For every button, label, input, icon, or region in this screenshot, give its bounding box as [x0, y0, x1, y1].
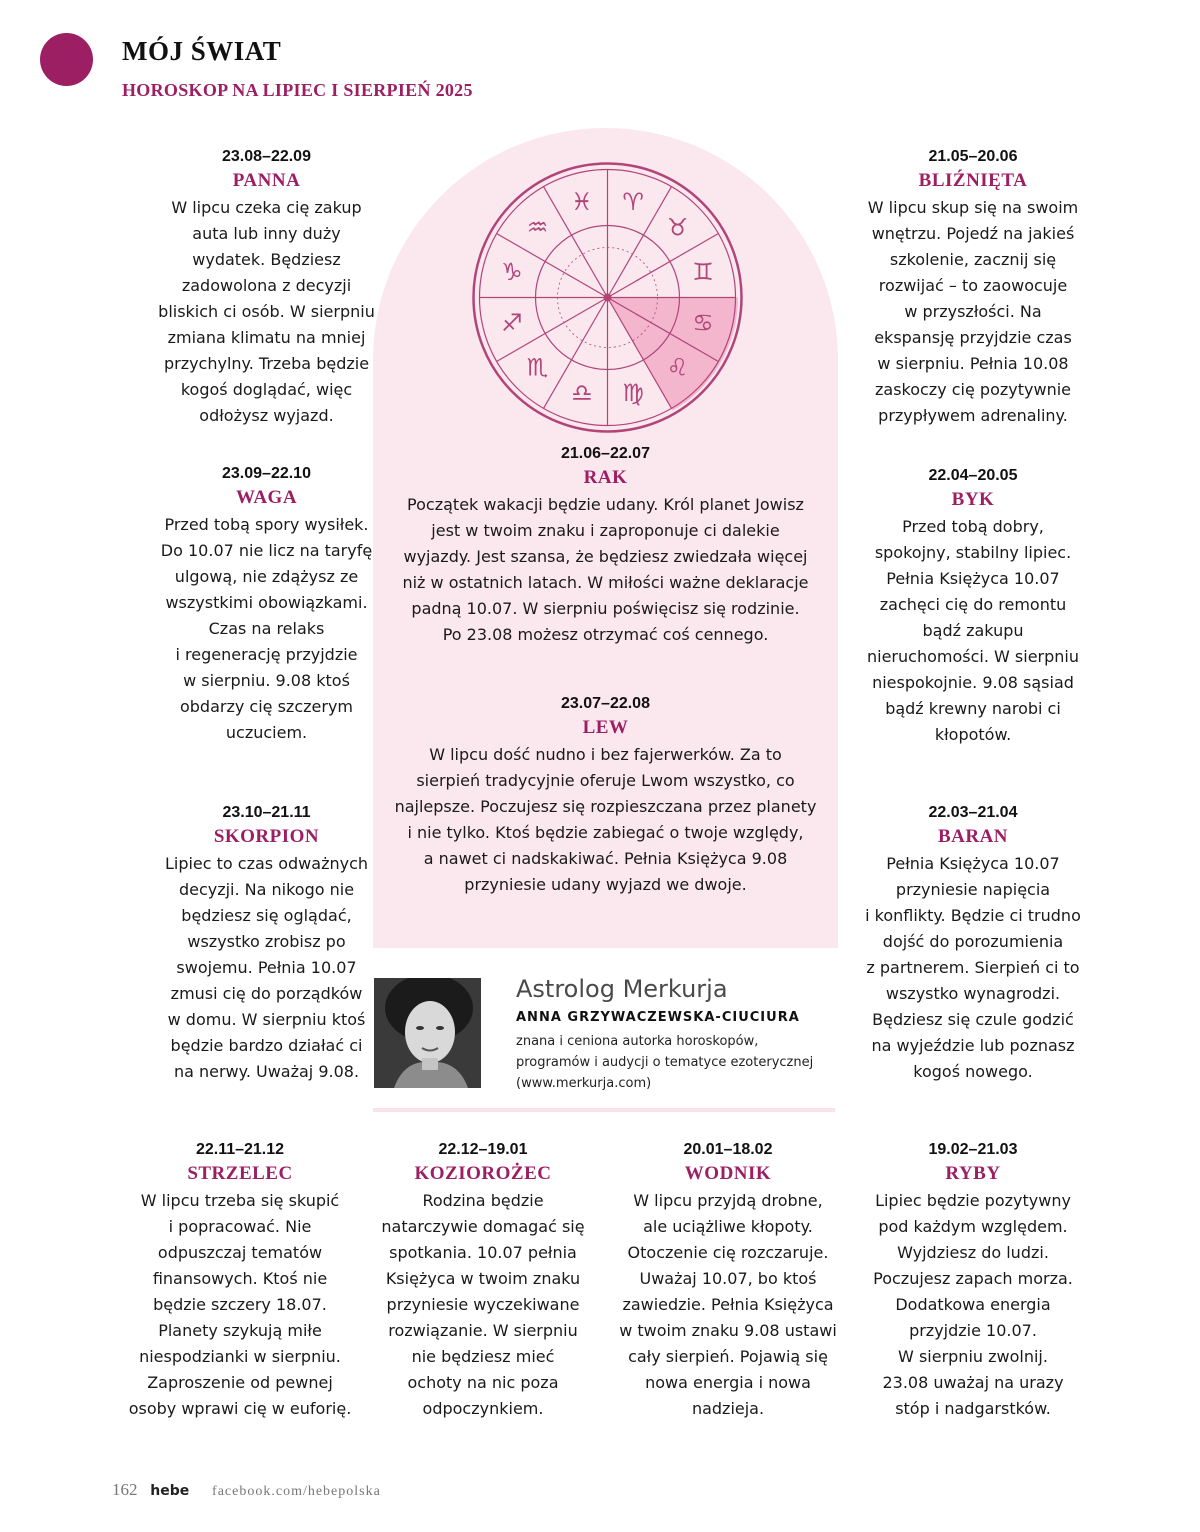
- sign-dates: 23.09–22.10: [222, 465, 311, 482]
- sign-name: KOZIOROŻEC: [414, 1163, 552, 1184]
- sign-dates: 19.02–21.03: [928, 1141, 1018, 1158]
- author-portrait: [374, 978, 481, 1088]
- facebook-link[interactable]: facebook.com/hebepolska: [212, 1484, 381, 1499]
- sign-text: Przed tobą spory wysiłek. Do 10.07 nie licz na taryfę ulgową, nie zdążysz ze wszystkimi obowiązkami. Czas na relaks i regenerację przyjdzie w sierpniu. 9.08 ktoś obdarzy cię szczerym uczuciem.: [160, 515, 373, 742]
- sign-dates: 22.12–19.01: [438, 1141, 528, 1158]
- sign-text: W lipcu skup się na swoim wnętrzu. Pojedź na jakieś szkolenie, zacznij się rozwijać – to zaowocuje w przyszłości. Na ekspansję przyjdzie czas w sierpniu. Pełnia 10.08 zaskoczy cię pozytywnie przypływem adrenaliny.: [867, 198, 1079, 425]
- svg-text:♋: ♋: [692, 309, 714, 338]
- author-description: znana i ceniona autorka horoskopów, programów i audycji o tematyce ezoterycznej (www.merkurja.com): [516, 1034, 814, 1091]
- sign-dates: 23.07–22.08: [561, 695, 650, 712]
- page-subtitle: HOROSKOP NA LIPIEC I SIERPIEŃ 2025: [122, 80, 473, 100]
- section-dot-icon: [40, 33, 93, 86]
- page-footer: [112, 1480, 381, 1500]
- sign-koziorozec: [373, 1139, 593, 1422]
- sign-byk: [855, 465, 1091, 748]
- svg-text:♏: ♏: [526, 353, 549, 382]
- sign-dates: 23.10–21.11: [222, 804, 311, 821]
- zodiac-wheel-icon: [470, 160, 745, 435]
- sign-text: Lipiec to czas odważnych decyzji. Na nikogo nie będziesz się oglądać, wszystko zrobisz po swojemu. Pełnia 10.07 zmusi cię do porządków w domu. W sierpniu ktoś będzie bardzo działać ci na nerwy. Uważaj 9.08.: [164, 854, 369, 1081]
- section-title: MÓJ ŚWIAT: [122, 36, 282, 66]
- sign-name: STRZELEC: [187, 1163, 293, 1184]
- sign-dates: 23.08–22.09: [222, 148, 311, 165]
- sign-lew: [373, 693, 838, 898]
- sign-panna: [120, 146, 413, 429]
- sign-rak: [373, 443, 838, 648]
- sign-ryby: [860, 1139, 1086, 1422]
- brand-logo: hebe: [150, 1483, 190, 1499]
- svg-text:♎: ♎: [571, 379, 593, 408]
- sign-baran: [855, 802, 1091, 1085]
- sign-name: RYBY: [945, 1163, 1001, 1184]
- sign-waga: [120, 463, 413, 746]
- sign-name: PANNA: [232, 170, 301, 191]
- sign-dates: 21.05–20.06: [928, 148, 1018, 165]
- sign-dates: 20.01–18.02: [683, 1141, 773, 1158]
- sign-strzelec: [120, 1139, 360, 1422]
- sign-text: Lipiec będzie pozytywny pod każdym względem. Wyjdziesz do ludzi. Poczujesz zapach morza. Dodatkowa energia przyjdzie 10.07. W sierpniu zwolnij. 23.08 uważaj na urazy stóp i nadgarstków.: [873, 1191, 1073, 1418]
- sign-dates: 22.04–20.05: [928, 467, 1018, 484]
- sign-text: Pełnia Księżyca 10.07 przyniesie napięcia i konflikty. Będzie ci trudno dojść do porozumienia z partnerem. Sierpień ci to wszystko wynagrodzi. Będziesz się czule godzić na wyjeździe lub poznasz kogoś nowego.: [865, 854, 1081, 1081]
- svg-text:♉: ♉: [666, 213, 689, 242]
- sign-name: WAGA: [235, 487, 298, 508]
- author-title: Astrolog Merkurja: [516, 975, 728, 1003]
- sign-text: W lipcu czeka cię zakup auta lub inny duży wydatek. Będziesz zadowolona z decyzji bliskich ci osób. W sierpniu zmiana klimatu na mniej przychylny. Trzeba będzie kogoś doglądać, więc odłożysz wyjazd.: [158, 198, 375, 425]
- svg-text:♓: ♓: [571, 187, 593, 216]
- sign-name: WODNIK: [684, 1163, 772, 1184]
- svg-text:♐: ♐: [501, 309, 523, 338]
- svg-text:♈: ♈: [622, 187, 644, 216]
- sign-text: Przed tobą dobry, spokojny, stabilny lipiec. Pełnia Księżyca 10.07 zachęci cię do remontu bądź zakupu nieruchomości. W sierpniu niespokojnie. 9.08 sąsiad bądź krewny narobi ci kłopotów.: [867, 517, 1079, 744]
- sign-name: LEW: [582, 717, 629, 738]
- svg-text:♑: ♑: [501, 257, 523, 286]
- sign-dates: 22.11–21.12: [195, 1141, 285, 1158]
- divider: [373, 1108, 835, 1112]
- sign-name: BLIŹNIĘTA: [918, 170, 1028, 191]
- svg-text:♌: ♌: [666, 353, 689, 382]
- sign-name: SKORPION: [213, 826, 320, 847]
- sign-skorpion: [120, 802, 413, 1085]
- sign-text: Rodzina będzie natarczywie domagać się spotkania. 10.07 pełnia Księżyca w twoim znaku przyniesie wyczekiwane rozwiązanie. W sierpniu nie będziesz mieć ochoty na nic poza odpoczynkiem.: [381, 1191, 585, 1418]
- sign-text: W lipcu przyjdą drobne, ale uciążliwe kłopoty. Otoczenie cię rozczaruje. Uważaj 10.07, bo ktoś zawiedzie. Pełnia Księżyca w twoim znaku 9.08 ustawi cały sierpień. Pojawią się nowa energia i nowa nadzieja.: [619, 1191, 837, 1418]
- svg-text:♊: ♊: [692, 257, 714, 286]
- sign-name: BARAN: [937, 826, 1009, 847]
- sign-name: BYK: [951, 489, 995, 510]
- sign-blizneta: [855, 146, 1091, 429]
- sign-name: RAK: [583, 467, 628, 488]
- author-name: ANNA GRZYWACZEWSKA-CIUCIURA: [516, 1010, 800, 1025]
- svg-text:♍: ♍: [622, 379, 644, 408]
- sign-text: W lipcu dość nudno i bez fajerwerków. Za to sierpień tradycyjnie oferuje Lwom wszystko, co najlepsze. Poczujesz się rozpieszczana przez planety i nie tylko. Ktoś będzie zabiegać o twoje względy, a nawet ci nadskakiwać. Pełnia Księżyca 9.08 przyniesie udany wyjazd we dwoje.: [394, 745, 817, 894]
- page-number: 162: [112, 1480, 138, 1499]
- sign-dates: 22.03–21.04: [928, 804, 1018, 821]
- sign-text: Początek wakacji będzie udany. Król planet Jowisz jest w twoim znaku i zaproponuje ci dalekie wyjazdy. Jest szansa, że będziesz zwiedzała więcej niż w ostatnich latach. W miłości ważne deklaracje padną 10.07. W sierpniu poświęcisz się rodzinie. Po 23.08 możesz otrzymać coś cennego.: [402, 495, 809, 644]
- sign-wodnik: [612, 1139, 844, 1422]
- svg-text:♒: ♒: [526, 213, 549, 242]
- sign-dates: 21.06–22.07: [561, 445, 650, 462]
- sign-text: W lipcu trzeba się skupić i popracować. Nie odpuszczaj tematów finansowych. Ktoś nie będzie szczery 18.07. Planety szykują miłe niespodzianki w sierpniu. Zaproszenie od pewnej osoby wprawi cię w euforię.: [128, 1191, 352, 1418]
